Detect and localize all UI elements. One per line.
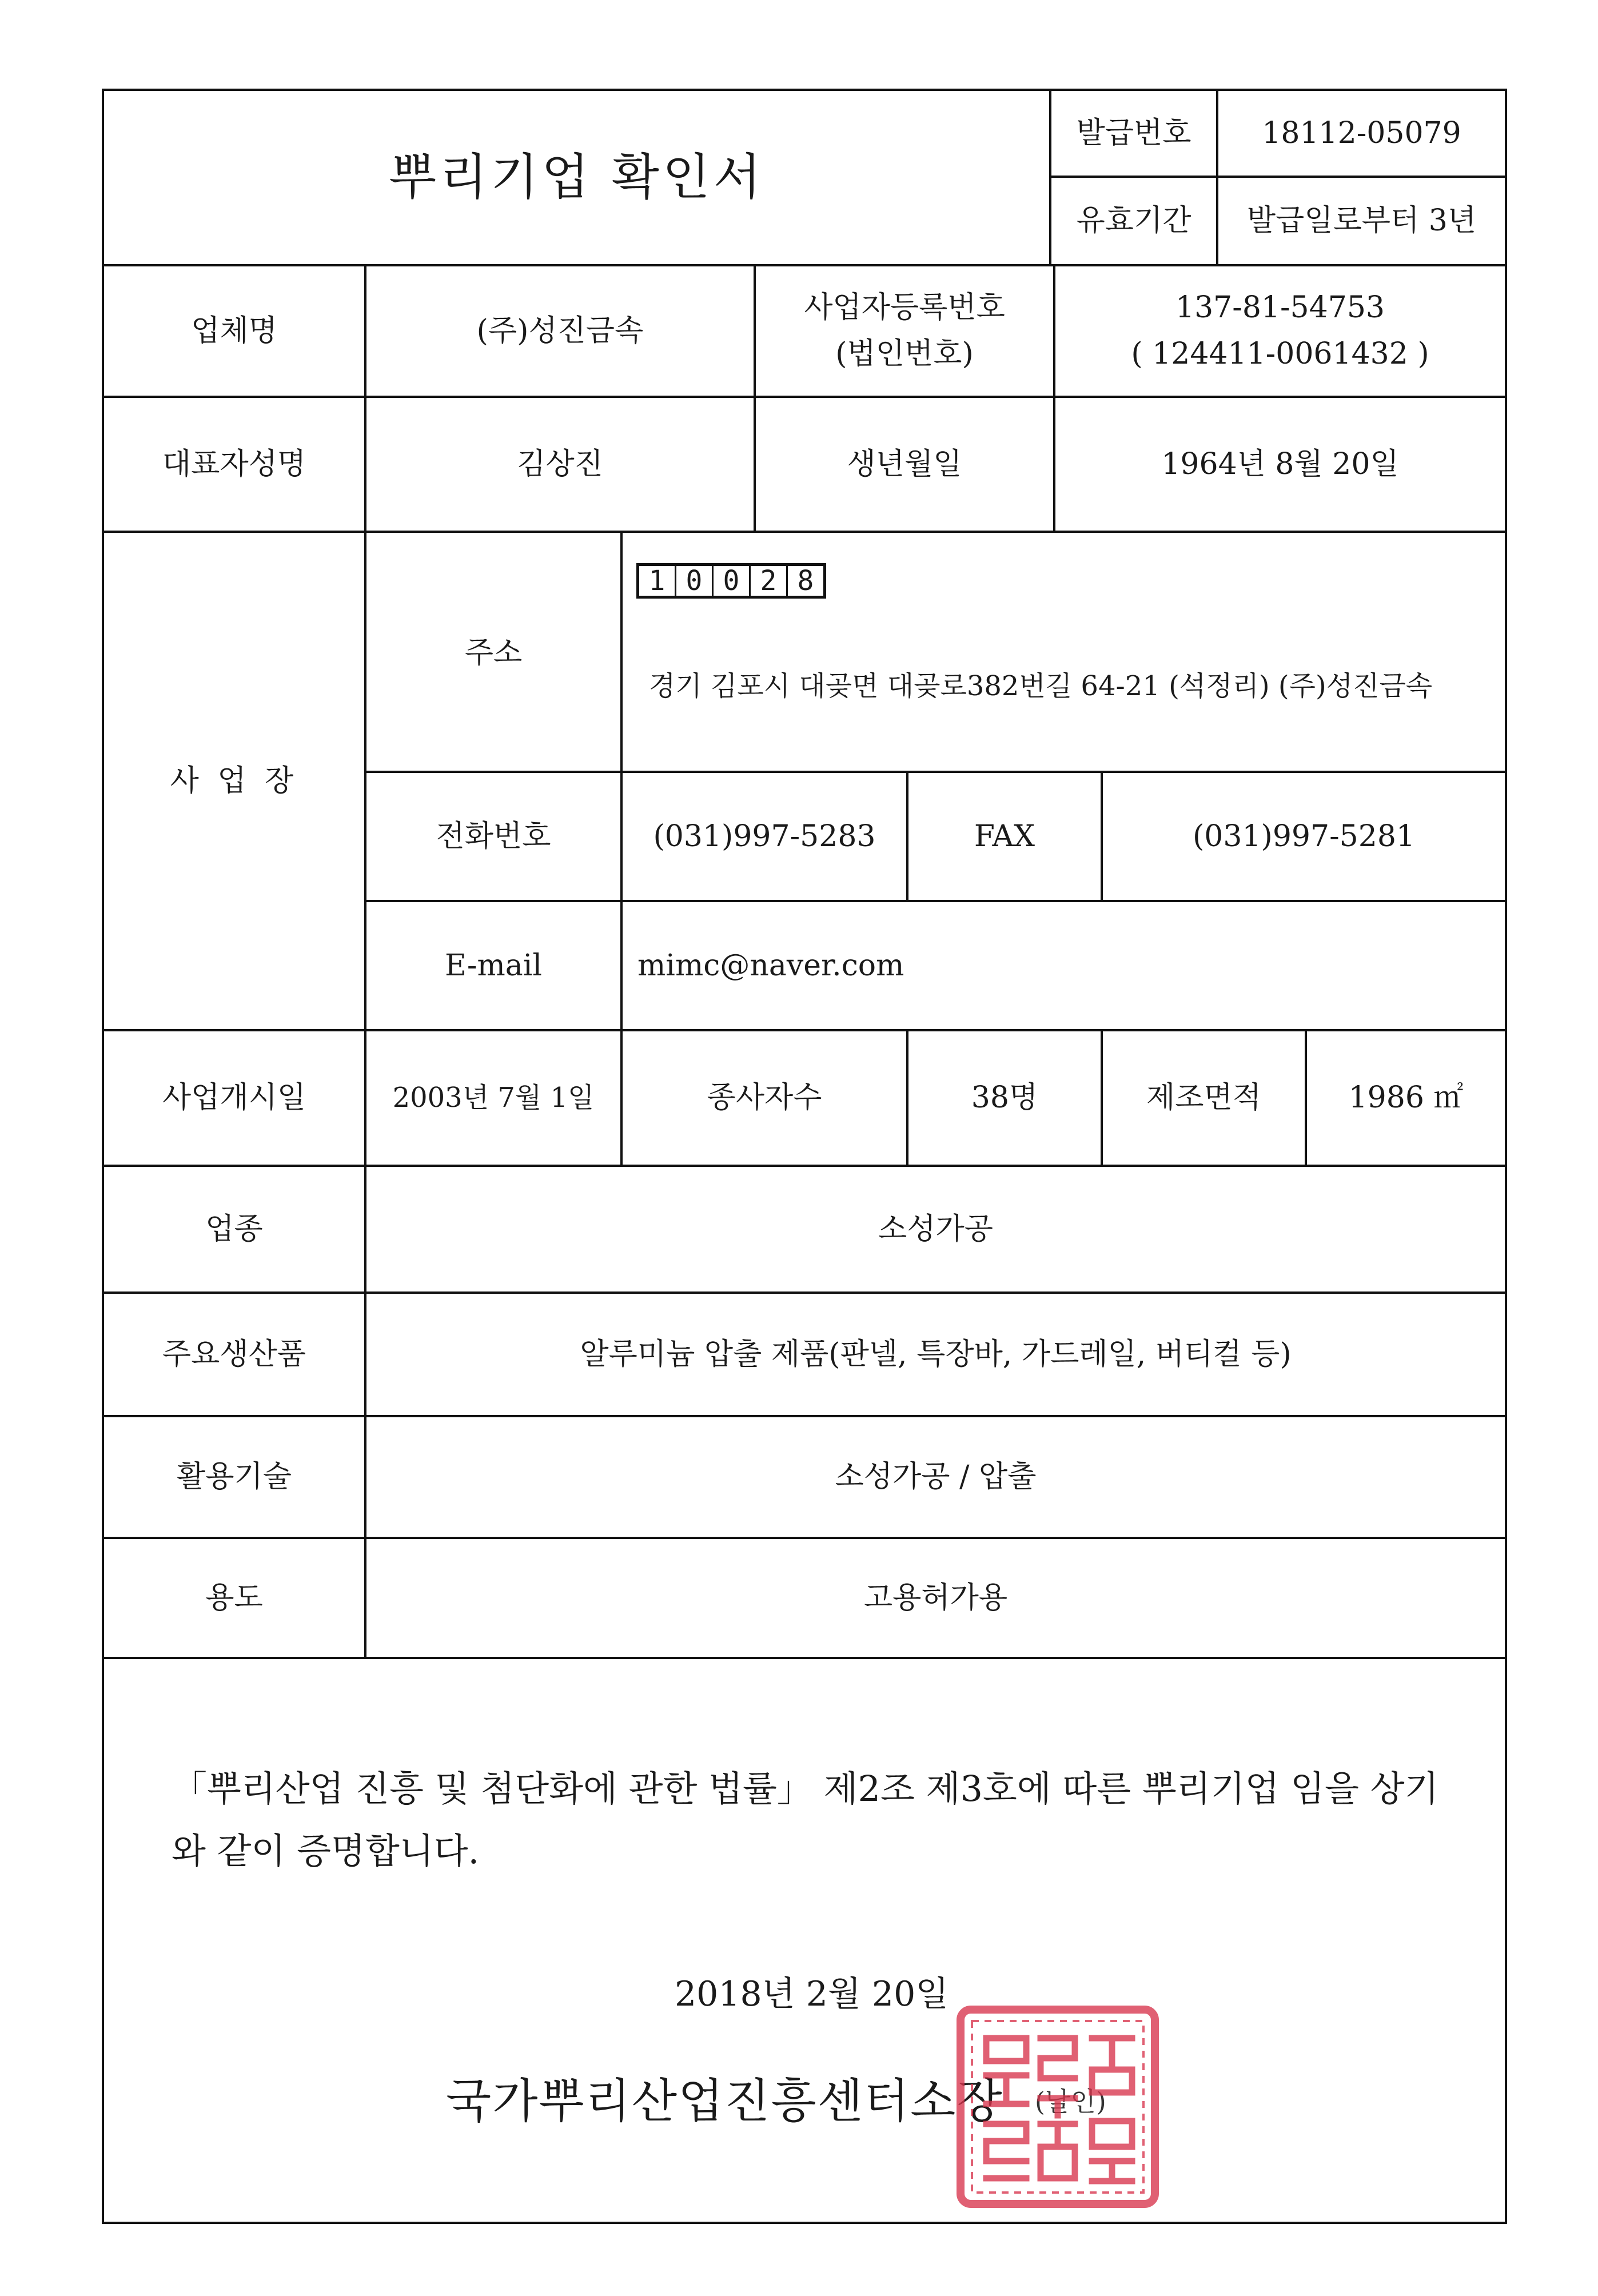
email-label: E-mail [444, 948, 543, 983]
registration-label [756, 266, 1053, 396]
ceo-name: 김상진 [517, 447, 603, 481]
postal-digit: 2 [751, 566, 788, 596]
issue-number-label: 발급번호 [1076, 115, 1191, 150]
industry-label: 업종 [205, 1211, 263, 1246]
floor-area-label: 제조면적 [1146, 1081, 1261, 1115]
postal-digit: 0 [676, 566, 714, 596]
site-label: 사 업 장 [170, 763, 298, 798]
validity-period: 발급일로부터 3년 [1246, 204, 1477, 238]
purpose: 고용허가용 [863, 1580, 1008, 1615]
document-title: 뿌리기업 확인서 [389, 148, 764, 206]
fax-number: (031)997-5281 [1193, 819, 1415, 854]
employees-label: 종사자수 [707, 1081, 822, 1115]
certification-statement: 「뿌리산업 진흥 및 첨단화에 관한 법률」 제2조 제3호에 따른 뿌리기업 임을 상기와 같이 증명합니다. [172, 1768, 1439, 1872]
technology-label: 활용기술 [177, 1460, 292, 1494]
rule [102, 1657, 1507, 1659]
birth-date: 1964년 8월 20일 [1161, 447, 1399, 481]
validity-label: 유효기간 [1076, 204, 1191, 238]
company-name-label: 업체명 [191, 313, 277, 348]
email-address: mimc@naver.com [637, 948, 904, 983]
ceo-label: 대표자성명 [162, 447, 306, 481]
address-label: 주소 [464, 636, 523, 670]
technology: 소성가공 / 압출 [835, 1460, 1037, 1494]
postal-digit: 8 [797, 565, 814, 597]
start-date-label: 사업개시일 [162, 1081, 306, 1115]
purpose-label: 용도 [205, 1580, 263, 1615]
issue-date: 2018년 2월 20일 [675, 1974, 949, 2014]
employees-count: 38명 [971, 1081, 1038, 1115]
phone-number: (031)997-5283 [653, 819, 876, 854]
address: 경기 김포시 대곶면 대곶로382번길 64-21 (석정리) (주)성진금속 [649, 669, 1433, 702]
official-seal-icon [955, 2004, 1161, 2210]
issuer-title: 국가뿌리산업진흥센터소장 [446, 2074, 1003, 2128]
registration-values [1055, 266, 1505, 396]
business-registration-number: 137-81-54753 [1175, 290, 1385, 325]
corporate-number: ( 124411-0061432 ) [1131, 337, 1429, 371]
postal-code-boxes [636, 563, 826, 599]
fax-label: FAX [974, 819, 1035, 854]
postal-digit: 0 [714, 566, 751, 596]
issue-number: 18112-05079 [1262, 115, 1461, 150]
birth-date-label: 생년월일 [847, 447, 962, 481]
main-products: 알루미늄 압출 제품(판넬, 특장바, 가드레일, 버티컬 등) [580, 1337, 1292, 1372]
start-date: 2003년 7월 1일 [392, 1082, 595, 1114]
floor-area: 1986 ㎡ [1348, 1081, 1464, 1115]
registration-label-line1: 사업자등록번호 [804, 290, 1005, 325]
postal-digit: 1 [639, 566, 676, 596]
registration-label-line2: (법인번호) [835, 337, 974, 371]
industry: 소성가공 [878, 1211, 993, 1246]
main-products-label: 주요생산품 [162, 1337, 306, 1372]
company-name: (주)성진금속 [476, 313, 644, 348]
phone-label: 전화번호 [436, 819, 551, 854]
seal-note: (날인) [1035, 2086, 1106, 2117]
